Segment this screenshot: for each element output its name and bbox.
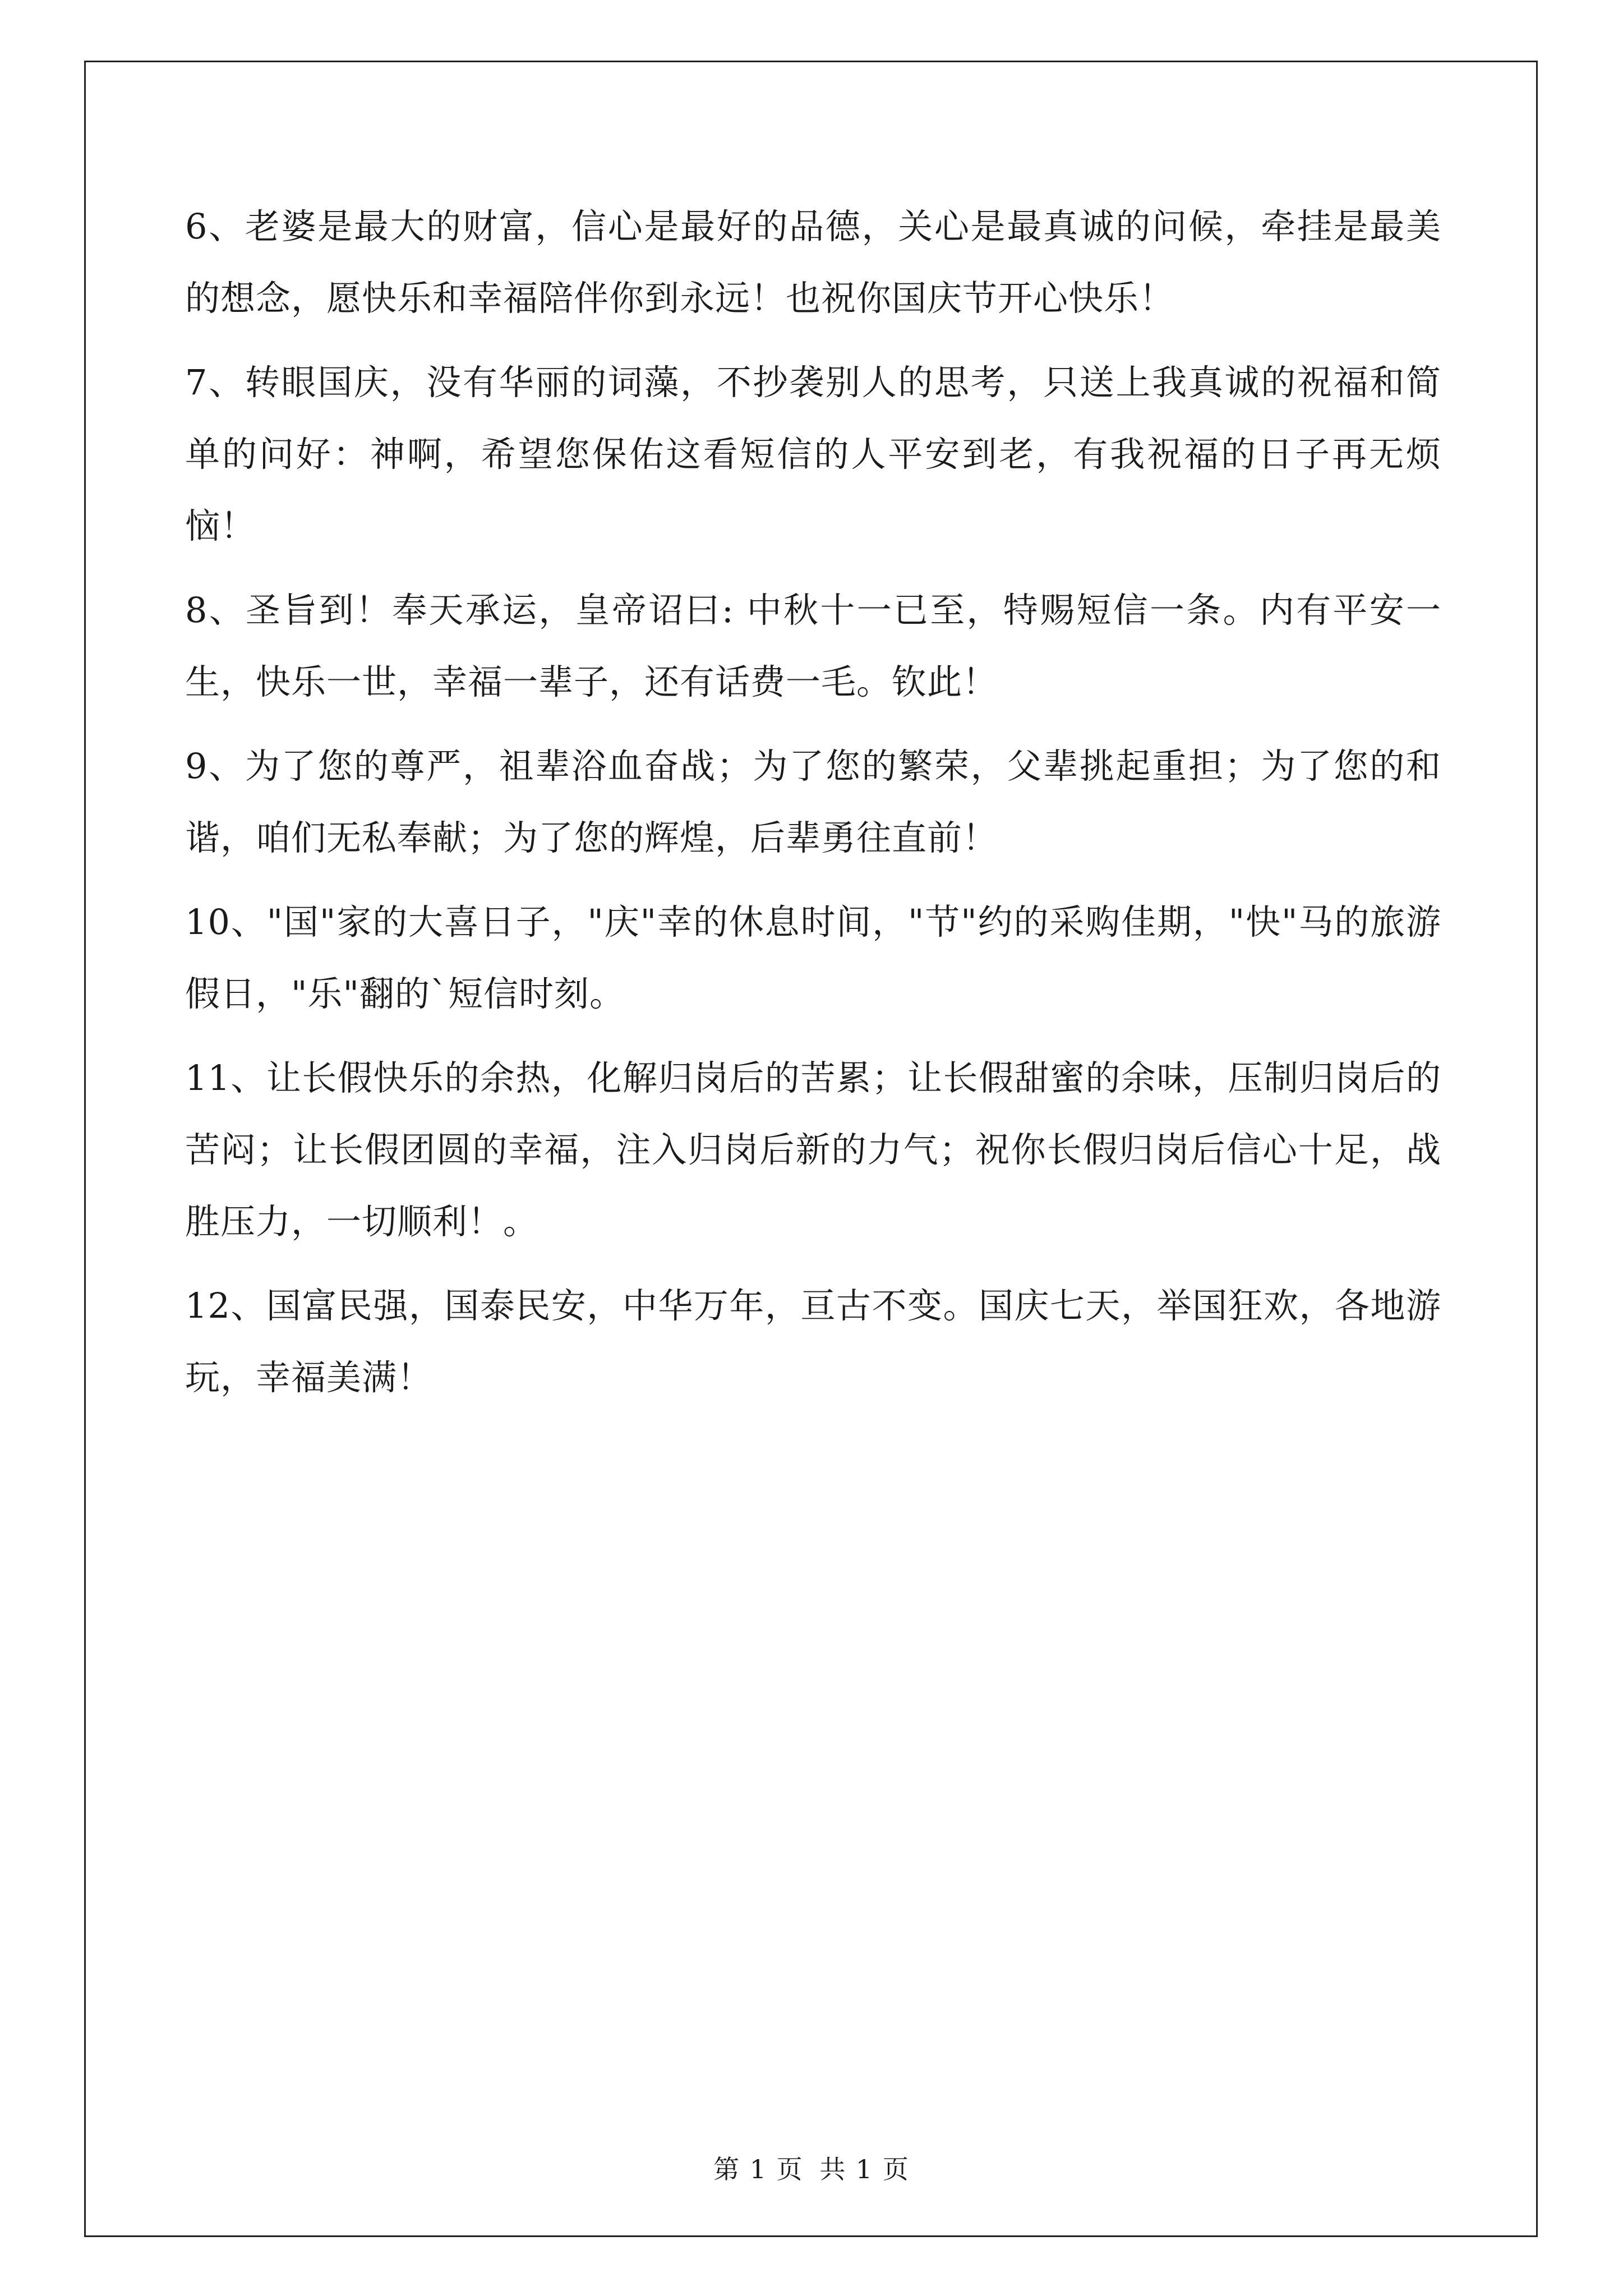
page-footer	[0, 2149, 1623, 2186]
paragraph: 6、老婆是最大的财富，信心是最好的品德，关心是最真诚的问候，牵挂是最美的想念，愿快乐和幸福陪伴你到永远！也祝你国庆节开心快乐！	[185, 206, 1441, 319]
document-body	[185, 191, 1441, 1426]
footer-total-pages: 共 1 页	[819, 2154, 910, 2184]
paragraph: 8、圣旨到！奉天承运，皇帝诏曰: 中秋十一已至，特赐短信一条。内有平安一生，快乐一世，幸福一辈子，还有话费一毛。钦此！	[185, 590, 1441, 702]
paragraph: 11、让长假快乐的余热，化解归岗后的苦累；让长假甜蜜的余味，压制归岗后的苦闷；让长假团圆的幸福，注入归岗后新的力气；祝你长假归岗后信心十足，战胜压力，一切顺利！。	[185, 1057, 1441, 1242]
paragraph: 10、"国"家的大喜日子，"庆"幸的休息时间，"节"约的采购佳期，"快"马的旅游假日，"乐"翻的`短信时刻。	[185, 901, 1441, 1014]
footer-current-page: 第 1 页	[713, 2154, 804, 2184]
paragraph: 7、转眼国庆，没有华丽的词藻，不抄袭别人的思考，只送上我真诚的祝福和简单的问好：神啊，希望您保佑这看短信的人平安到老，有我祝福的日子再无烦恼！	[185, 362, 1441, 546]
paragraph: 12、国富民强，国泰民安，中华万年，亘古不变。国庆七天，举国狂欢，各地游玩，幸福美满！	[185, 1285, 1441, 1398]
paragraph: 9、为了您的尊严，祖辈浴血奋战；为了您的繁荣，父辈挑起重担；为了您的和谐，咱们无私奉献；为了您的辉煌，后辈勇往直前！	[185, 746, 1441, 858]
